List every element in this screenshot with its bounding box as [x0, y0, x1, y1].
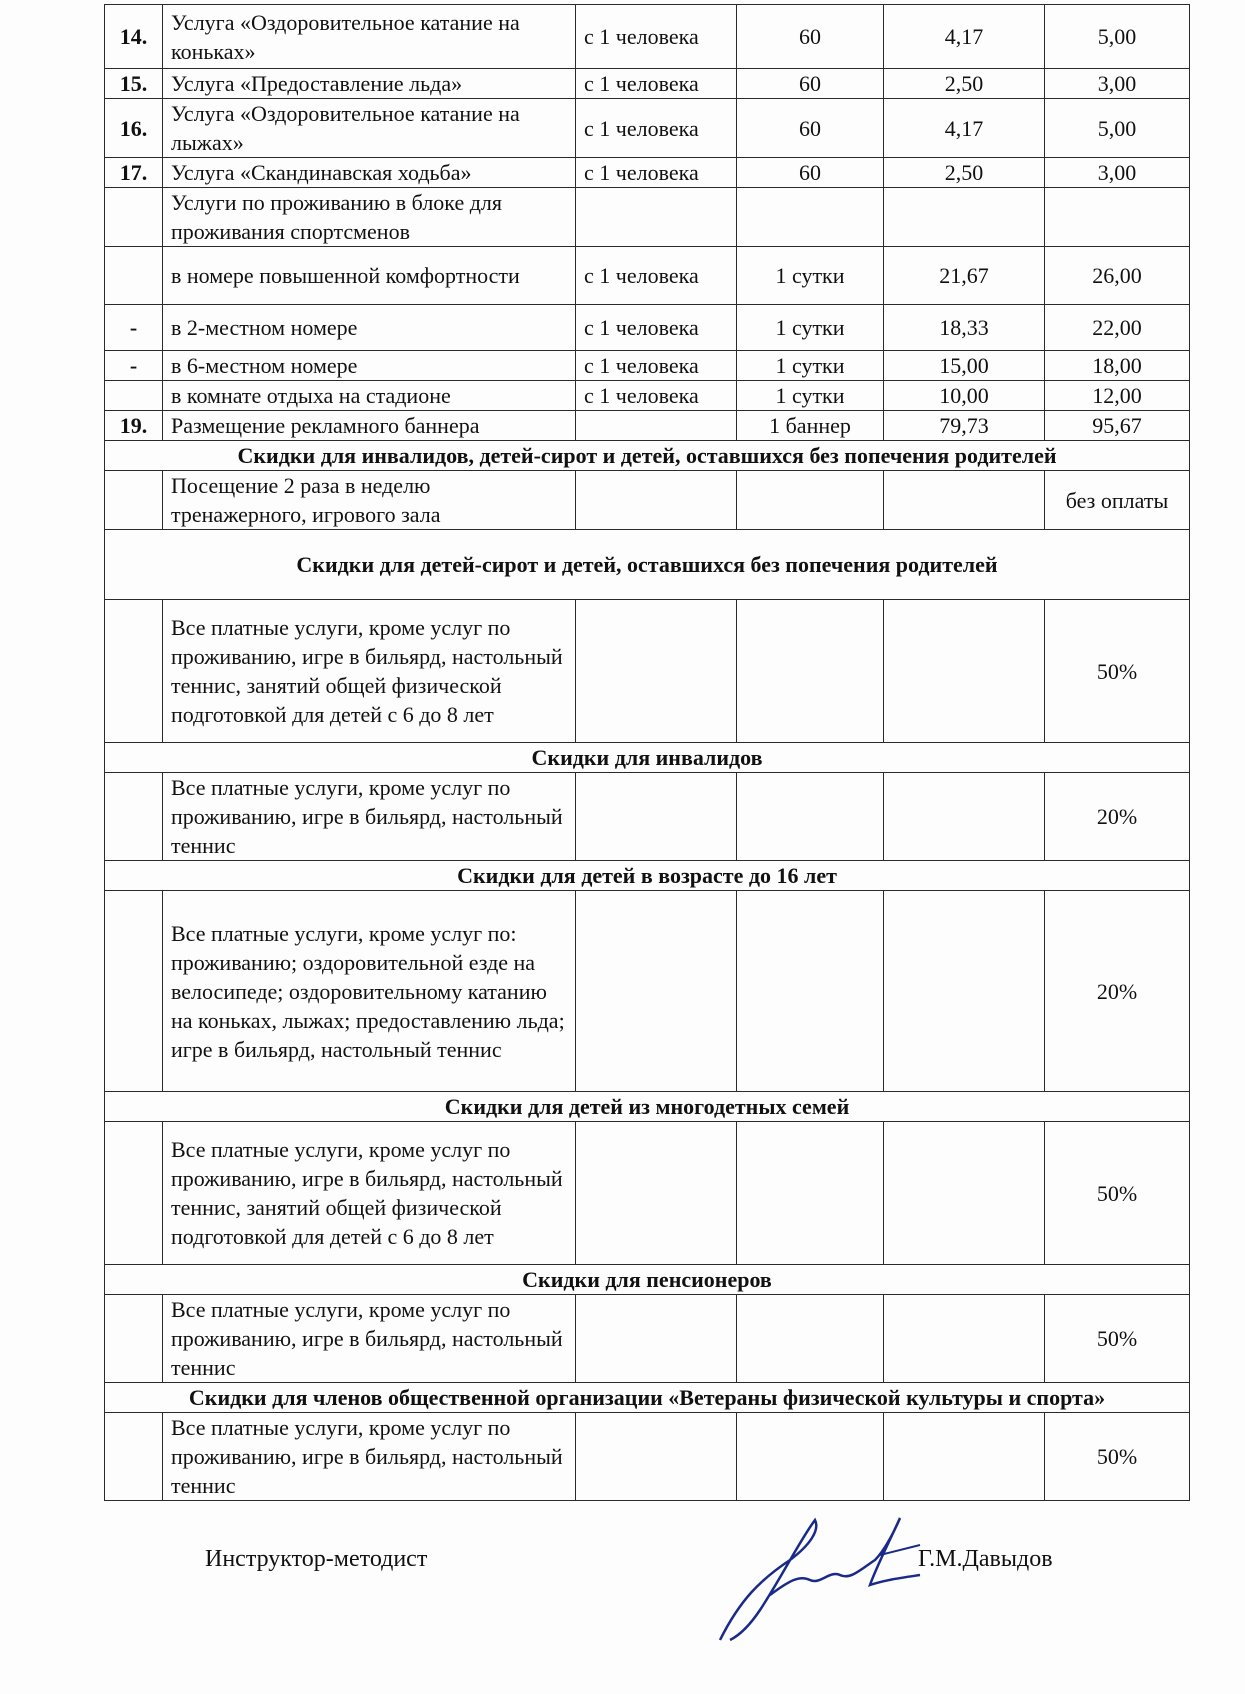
- discount-value: 50%: [1045, 600, 1190, 743]
- table-row: [105, 5, 1190, 69]
- discount-value: без оплаты: [1045, 471, 1190, 530]
- section-title: Скидки для детей в возрасте до 16 лет: [105, 861, 1190, 891]
- empty-cell: [737, 773, 884, 861]
- lodging-unit: с 1 человека: [576, 351, 737, 381]
- discount-row: [105, 891, 1190, 1092]
- table-row: [105, 158, 1190, 188]
- lodging-unit: с 1 человека: [576, 247, 737, 305]
- empty-cell: [105, 188, 163, 247]
- discount-section-header: [105, 530, 1190, 600]
- row-number: 16.: [105, 99, 163, 158]
- empty-cell: [737, 1122, 884, 1265]
- table-row: [105, 247, 1190, 305]
- row-number: 17.: [105, 158, 163, 188]
- section-title: Скидки для инвалидов, детей-сирот и детей, оставшихся без попечения родителей: [105, 441, 1190, 471]
- service-duration: 60: [737, 158, 884, 188]
- service-unit: с 1 человека: [576, 69, 737, 99]
- empty-cell: [884, 1122, 1045, 1265]
- empty-cell: [737, 188, 884, 247]
- service-unit: с 1 человека: [576, 158, 737, 188]
- service-name: Размещение рекламного баннера: [163, 411, 576, 441]
- empty-cell: [576, 188, 737, 247]
- discount-description: Все платные услуги, кроме услуг по проживанию, игре в бильярд, настольный теннис: [163, 1295, 576, 1383]
- empty-cell: [884, 773, 1045, 861]
- discount-description: Все платные услуги, кроме услуг по проживанию, игре в бильярд, настольный теннис: [163, 1413, 576, 1501]
- discount-value: 50%: [1045, 1122, 1190, 1265]
- empty-cell: [737, 1295, 884, 1383]
- table-row: [105, 69, 1190, 99]
- empty-cell: [576, 1413, 737, 1501]
- service-name: Услуга «Оздоровительное катание на лыжах»: [163, 99, 576, 158]
- lodging-name: в 2-местном номере: [163, 305, 576, 351]
- table-row: [105, 411, 1190, 441]
- empty-cell: [737, 891, 884, 1092]
- price-without-vat: 21,67: [884, 247, 1045, 305]
- empty-cell: [737, 600, 884, 743]
- price-with-vat: 3,00: [1045, 69, 1190, 99]
- price-without-vat: 18,33: [884, 305, 1045, 351]
- discount-row: [105, 1122, 1190, 1265]
- lodging-duration: 1 сутки: [737, 381, 884, 411]
- discount-row: [105, 773, 1190, 861]
- empty-cell: [105, 1295, 163, 1383]
- service-name: Услуга «Предоставление льда»: [163, 69, 576, 99]
- row-number: -: [105, 305, 163, 351]
- price-with-vat: 3,00: [1045, 158, 1190, 188]
- empty-cell: [884, 188, 1045, 247]
- section-title: Скидки для пенсионеров: [105, 1265, 1190, 1295]
- service-duration: 60: [737, 99, 884, 158]
- price-without-vat: 10,00: [884, 381, 1045, 411]
- price-table: [104, 4, 1190, 1501]
- service-name: Услуга «Оздоровительное катание на коньках»: [163, 5, 576, 69]
- discount-description: Все платные услуги, кроме услуг по проживанию, игре в бильярд, настольный теннис: [163, 773, 576, 861]
- price-without-vat: 79,73: [884, 411, 1045, 441]
- empty-cell: [737, 1413, 884, 1501]
- service-name: Услуга «Скандинавская ходьба»: [163, 158, 576, 188]
- discount-row: [105, 1295, 1190, 1383]
- table-row: [105, 351, 1190, 381]
- discount-value: 50%: [1045, 1413, 1190, 1501]
- empty-cell: [576, 891, 737, 1092]
- price-without-vat: 2,50: [884, 158, 1045, 188]
- lodging-name: в номере повышенной комфортности: [163, 247, 576, 305]
- empty-cell: [576, 1122, 737, 1265]
- service-duration: 1 баннер: [737, 411, 884, 441]
- discount-section-header: [105, 743, 1190, 773]
- signature-icon: [700, 1500, 980, 1650]
- discount-description: Все платные услуги, кроме услуг по: проживанию; оздоровительной езде на велосипеде; оздоровительному катанию на коньках, лыжах; предоставлению льда; игре в бильярд, настольный теннис: [163, 891, 576, 1092]
- lodging-name: в комнате отдыха на стадионе: [163, 381, 576, 411]
- empty-cell: [105, 1122, 163, 1265]
- lodging-header: Услуги по проживанию в блоке для проживания спортсменов: [163, 188, 576, 247]
- service-unit: с 1 человека: [576, 5, 737, 69]
- discount-section-header: [105, 861, 1190, 891]
- lodging-name: в 6-местном номере: [163, 351, 576, 381]
- price-without-vat: 2,50: [884, 69, 1045, 99]
- discount-section-header: [105, 1265, 1190, 1295]
- empty-cell: [884, 600, 1045, 743]
- price-with-vat: 18,00: [1045, 351, 1190, 381]
- row-number: 19.: [105, 411, 163, 441]
- discount-value: 50%: [1045, 1295, 1190, 1383]
- discount-description: Все платные услуги, кроме услуг по проживанию, игре в бильярд, настольный теннис, занятий общей физической подготовкой для детей с 6 до 8 лет: [163, 600, 576, 743]
- discount-row: [105, 600, 1190, 743]
- section-title: Скидки для детей из многодетных семей: [105, 1092, 1190, 1122]
- empty-cell: [105, 773, 163, 861]
- service-duration: 60: [737, 5, 884, 69]
- table-row: [105, 305, 1190, 351]
- empty-cell: [105, 471, 163, 530]
- row-number: [105, 381, 163, 411]
- table-row-lodging-header: [105, 188, 1190, 247]
- price-with-vat: 26,00: [1045, 247, 1190, 305]
- table-row: [105, 381, 1190, 411]
- discount-value: 20%: [1045, 891, 1190, 1092]
- discount-section-header: [105, 1383, 1190, 1413]
- price-without-vat: 4,17: [884, 99, 1045, 158]
- discount-row: [105, 1413, 1190, 1501]
- lodging-unit: с 1 человека: [576, 305, 737, 351]
- discount-description: Все платные услуги, кроме услуг по проживанию, игре в бильярд, настольный теннис, занятий общей физической подготовкой для детей с 6 до 8 лет: [163, 1122, 576, 1265]
- lodging-duration: 1 сутки: [737, 351, 884, 381]
- price-with-vat: 95,67: [1045, 411, 1190, 441]
- empty-cell: [884, 891, 1045, 1092]
- price-with-vat: 22,00: [1045, 305, 1190, 351]
- price-without-vat: 4,17: [884, 5, 1045, 69]
- row-number: -: [105, 351, 163, 381]
- lodging-duration: 1 сутки: [737, 247, 884, 305]
- lodging-unit: с 1 человека: [576, 381, 737, 411]
- empty-cell: [884, 1295, 1045, 1383]
- service-duration: 60: [737, 69, 884, 99]
- empty-cell: [576, 773, 737, 861]
- discount-value: 20%: [1045, 773, 1190, 861]
- discount-section-header: [105, 441, 1190, 471]
- empty-cell: [576, 1295, 737, 1383]
- row-number: 14.: [105, 5, 163, 69]
- discount-row: [105, 471, 1190, 530]
- empty-cell: [1045, 188, 1190, 247]
- table-row: [105, 99, 1190, 158]
- service-unit: [576, 411, 737, 441]
- empty-cell: [105, 1413, 163, 1501]
- row-number: 15.: [105, 69, 163, 99]
- empty-cell: [576, 600, 737, 743]
- service-unit: с 1 человека: [576, 99, 737, 158]
- price-with-vat: 12,00: [1045, 381, 1190, 411]
- discount-section-header: [105, 1092, 1190, 1122]
- row-number: [105, 247, 163, 305]
- empty-cell: [737, 471, 884, 530]
- price-with-vat: 5,00: [1045, 99, 1190, 158]
- lodging-duration: 1 сутки: [737, 305, 884, 351]
- price-with-vat: 5,00: [1045, 5, 1190, 69]
- empty-cell: [105, 600, 163, 743]
- signer-name: Г.М.Давыдов: [918, 1546, 1053, 1572]
- price-without-vat: 15,00: [884, 351, 1045, 381]
- section-title: Скидки для инвалидов: [105, 743, 1190, 773]
- section-title: Скидки для членов общественной организации «Ветераны физической культуры и спорта»: [105, 1383, 1190, 1413]
- empty-cell: [884, 1413, 1045, 1501]
- empty-cell: [105, 891, 163, 1092]
- empty-cell: [884, 471, 1045, 530]
- discount-description: Посещение 2 раза в неделю тренажерного, игрового зала: [163, 471, 576, 530]
- section-title: Скидки для детей-сирот и детей, оставшихся без попечения родителей: [105, 530, 1190, 600]
- empty-cell: [576, 471, 737, 530]
- signer-position: Инструктор-методист: [205, 1546, 428, 1572]
